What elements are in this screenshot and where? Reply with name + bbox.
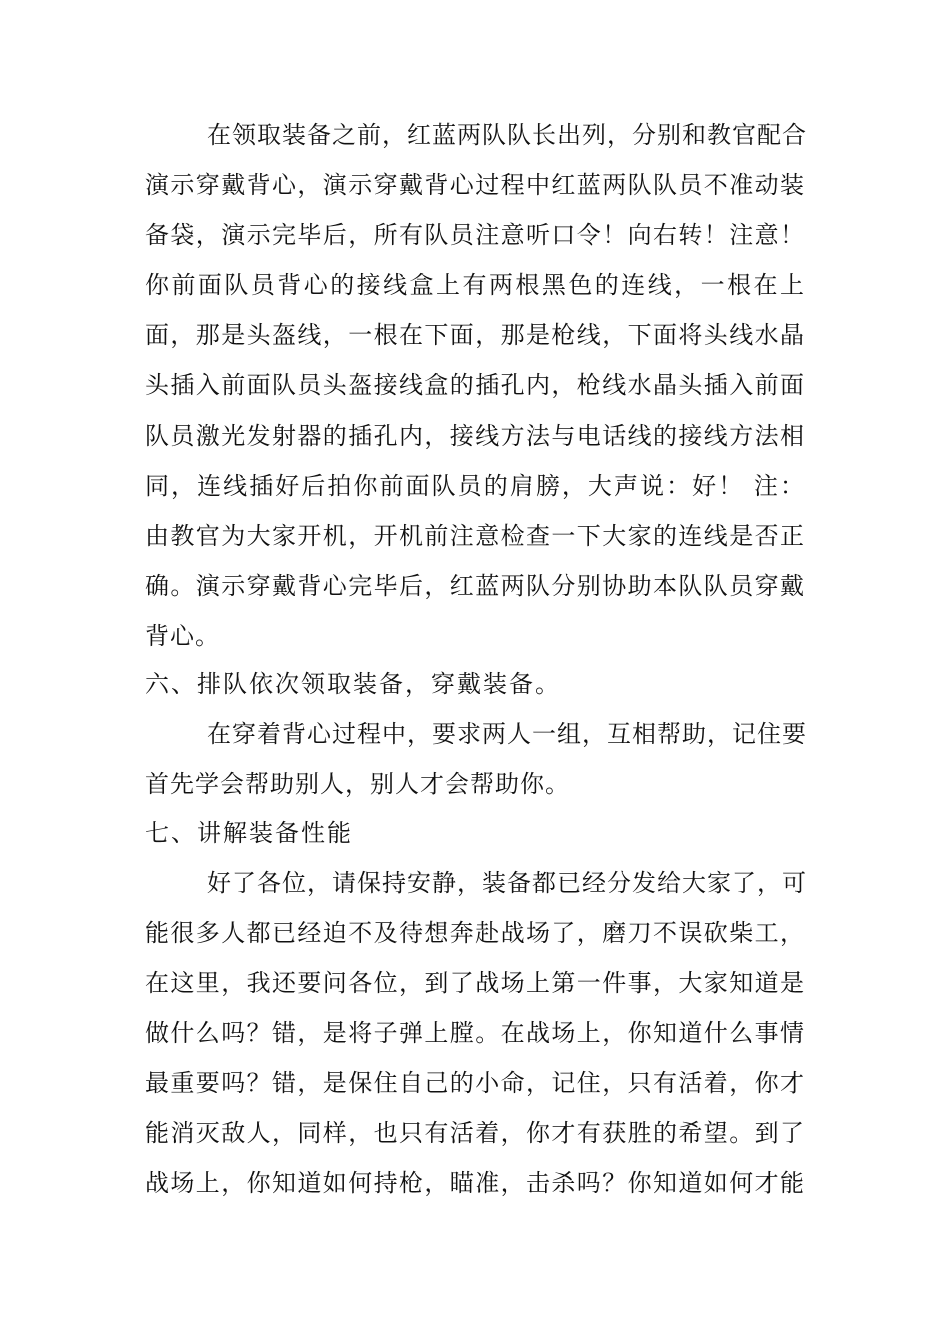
paragraph3-line-5: 最重要吗？错，是保住自己的小命，记住，只有活着，你才 xyxy=(145,1069,805,1097)
paragraph1-line-9: 由教官为大家开机，开机前注意检查一下大家的连线是否正 xyxy=(145,522,805,550)
paragraph1-line-5: 面，那是头盔线，一根在下面，那是枪线，下面将头线水晶 xyxy=(145,321,805,349)
paragraph3-line-6: 能消灭敌人，同样，也只有活着，你才有获胜的希望。到了 xyxy=(145,1119,805,1147)
paragraph1-line-6: 头插入前面队员头盔接线盒的插孔内，枪线水晶头插入前面 xyxy=(145,371,805,399)
paragraph1-line-8: 同，连线插好后拍你前面队员的肩膀，大声说：好！ 注： xyxy=(145,472,805,500)
paragraph2-line-2: 首先学会帮助别人，别人才会帮助你。 xyxy=(145,770,570,798)
section-heading-6: 六、排队依次领取装备，穿戴装备。 xyxy=(145,670,561,698)
paragraph1-line-10: 确。演示穿戴背心完毕后，红蓝两队分别协助本队队员穿戴 xyxy=(145,572,805,600)
paragraph2-line-1: 在穿着背心过程中，要求两人一组，互相帮助，记住要 xyxy=(207,720,807,748)
paragraph1-line-1: 在领取装备之前，红蓝两队队长出列，分别和教官配合 xyxy=(207,121,807,149)
paragraph3-line-3: 在这里，我还要问各位，到了战场上第一件事，大家知道是 xyxy=(145,969,805,997)
paragraph1-line-4: 你前面队员背心的接线盒上有两根黑色的连线，一根在上 xyxy=(145,271,805,299)
paragraph3-line-1: 好了各位，请保持安静，装备都已经分发给大家了，可 xyxy=(207,869,807,897)
section-heading-7: 七、讲解装备性能 xyxy=(145,819,353,847)
paragraph1-line-2: 演示穿戴背心，演示穿戴背心过程中红蓝两队队员不准动装 xyxy=(145,171,805,199)
paragraph1-line-7: 队员激光发射器的插孔内，接线方法与电话线的接线方法相 xyxy=(145,422,805,450)
paragraph1-line-11: 背心。 xyxy=(145,622,220,650)
paragraph3-line-2: 能很多人都已经迫不及待想奔赴战场了，磨刀不误砍柴工， xyxy=(145,919,805,947)
paragraph3-line-7: 战场上，你知道如何持枪，瞄准，击杀吗？你知道如何才能 xyxy=(145,1169,805,1197)
paragraph3-line-4: 做什么吗？错，是将子弹上膛。在战场上，你知道什么事情 xyxy=(145,1019,805,1047)
paragraph1-line-3: 备袋，演示完毕后，所有队员注意听口令！向右转！注意！ xyxy=(145,221,805,249)
